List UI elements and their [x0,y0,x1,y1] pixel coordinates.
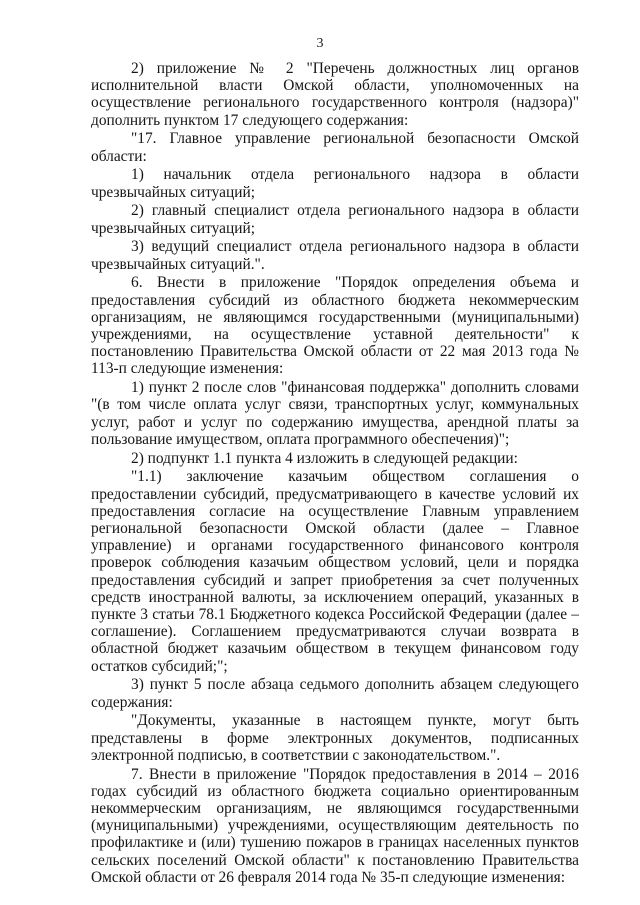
paragraph-documents-note: "Документы, указанные в настоящем пункте, могут быть представлены в форме электронных документов, подписанных электронной подписью, в соответствии с законодательством.". [91,712,579,764]
paragraph-item-17-title: "17. Главное управление региональной безопасности Омской области: [91,130,579,165]
paragraph-point-6-sub-1: 1) пункт 2 после слов "финансовая поддержка" дополнить словами "(в том числе оплата услуг связи, транспортных услуг, коммунальных услуг, работ и услуг по содержанию имущества, арендной платы за пользование имуществом, оплата программного обеспечения)"; [91,379,579,448]
paragraph-annex-2-amendment: 2) приложение № 2 "Перечень должностных лиц органов исполнительной власти Омской области, уполномоченных на осуществление регионального государственного контроля (надзора)" дополнить пунктом 17 следующего содержания: [91,60,579,129]
paragraph-item-17-sub-3: 3) ведущий специалист отдела регионального надзора в области чрезвычайных ситуаций.". [91,238,579,273]
paragraph-point-6-sub-2: 2) подпункт 1.1 пункта 4 изложить в следующей редакции: [131,449,518,467]
paragraph-item-17-sub-1: 1) начальник отдела регионального надзора в области чрезвычайных ситуаций; [91,166,579,201]
paragraph-point-6-sub-3: 3) пункт 5 после абзаца седьмого дополнить абзацем следующего содержания: [91,676,579,711]
paragraph-item-17-sub-2: 2) главный специалист отдела регионального надзора в области чрезвычайных ситуаций; [91,202,579,237]
paragraph-subpoint-1-1: "1.1) заключение казачьим обществом соглашения о предоставлении субсидий, предусматривающего в качестве условий их предоставления согласие на осуществление Главным управлением региональной безопасности Омской области (далее – Главное управление) и органами государственного финансового контроля проверок соблюдения казачьим обществом условий, цели и порядка предоставления субсидий и запрет приобретения за счет полученных средств иностранной валюты, за исключением операций, указанных в пункте 3 статьи 78.1 Бюджетного кодекса Российской Федерации (далее – соглашение). Соглашением предусматриваются случаи возврата в областной бюджет казачьим обществом в текущем финансовом году остатков субсидий;"; [91,468,579,675]
paragraph-point-7: 7. Внести в приложение "Порядок предоставления в 2014 – 2016 годах субсидий из областного бюджета социально ориентированным некоммерческим организациям, не являющимся государственными (муниципальными) учреждениями, осуществляющим деятельность по профилактике и (или) тушению пожаров в границах населенных пунктов сельских поселений Омской области" к постановлению Правительства Омской области от 26 февраля 2014 года № 35-п следующие изменения: [91,765,579,886]
paragraph-point-6: 6. Внести в приложение "Порядок определения объема и предоставления субсидий из областного бюджета некоммерческим организациям, не являющимся государственными (муниципальными) учреждениями, на осуществление уставной деятельности" к постановлению Правительства Омской области от 22 мая 2013 года № 113-п следующие изменения: [91,274,579,378]
page-number: 3 [316,36,324,51]
document-body [91,60,579,888]
